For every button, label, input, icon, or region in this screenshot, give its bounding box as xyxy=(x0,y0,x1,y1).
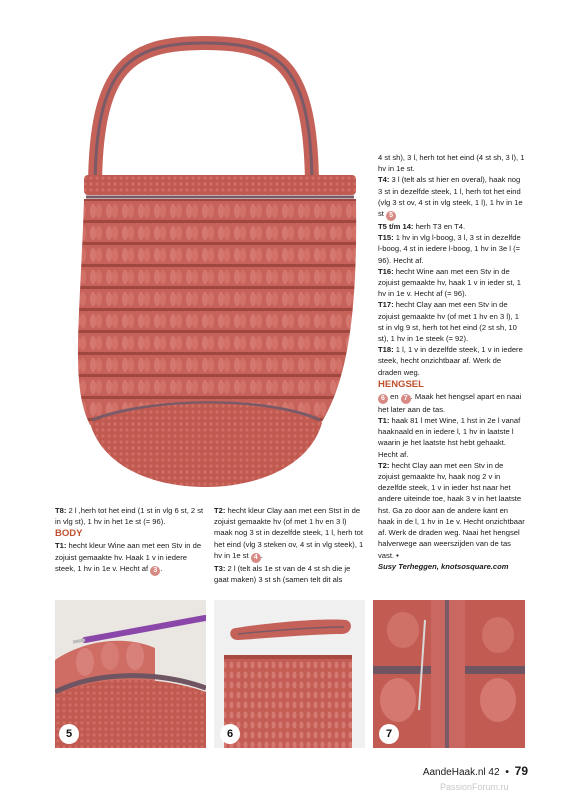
round-text: hecht kleur Clay aan met een Stst in de zojuist gemaakte hv (of met 1 hv en 3 l) maak nog 3 st in dezelfde steek, 1 l, herh tot het eind (vlg 3 steken ov, 4 st in vlg steek), 1 hv in 1e st xyxy=(214,506,364,560)
round-text: 1 hv in vlg l-boog, 3 l, 3 st in dezelfde l-boog, 4 st in iedere l-boog, 1 hv in 3e l (= 96). Hecht af. xyxy=(378,233,521,265)
round-label: T5 t/m 14: xyxy=(378,222,414,232)
section-heading-hengsel: HENGSEL xyxy=(378,378,424,390)
round-label: T4: xyxy=(378,175,390,185)
step-badge: 6 xyxy=(378,394,388,404)
round-text: herh T3 en T4. xyxy=(413,222,466,232)
site-name: AandeHaak.nl 42 xyxy=(422,767,500,778)
round-label: T1: xyxy=(55,541,67,551)
round-label: T3: xyxy=(214,563,226,573)
instructions-middle-column xyxy=(214,505,366,585)
watermark: PassionForum.ru xyxy=(440,782,509,792)
step-badge: 4 xyxy=(251,553,261,563)
paragraph xyxy=(214,563,366,585)
round-text: 3 l (telt als st hier en overal), haak nog 3 st in dezelfde steek, 1 l, herh tot het eind (vlg 3 st ov, 4 st in vlg steek, 1 l), 1 hv in 1e st xyxy=(378,175,523,219)
round-label: T17: xyxy=(378,300,394,310)
end-bullet: • xyxy=(394,550,399,560)
text: . xyxy=(160,563,163,573)
author-credit: Susy Terheggen, knotsosquare.com xyxy=(378,561,509,571)
round-label: T8: xyxy=(55,506,67,515)
step-photo-7 xyxy=(373,600,525,748)
step-badge: 5 xyxy=(386,211,396,221)
paragraph xyxy=(378,232,526,266)
text: en xyxy=(388,391,401,401)
round-text: haak 81 l met Wine, 1 hst in 2e l vanaf haaknaald en in iedere l, 1 hv in laatste l waarin je het laatste hst hebt gehaakt. Hecht af. xyxy=(378,416,521,459)
round-text: hecht Clay aan met een Stv in de zojuist gemaakte hv (of met 1 hv en 3 l), 1 st in vlg 9 st, herh tot het eind (2 st sh, 10 st), 1 hv in 1e steek (= 92). xyxy=(378,300,519,344)
text: . Maak het hengsel apart en naai het later aan de tas. xyxy=(378,391,522,414)
round-text: hecht Clay aan met een Stv in de zojuist gemaakte hv, haak nog 2 v in dezelfde steek, 1 v in ieder hst naar het andere uiteinde toe, haak 3 v in het laatste hst. Ga zo door aan de andere kant en haak in de l, 1 hv in 1e v. Hecht onzichtbaar af. Werk de draden weg. Naai het hengsel halverwege aan weerszijden van de tas vast. xyxy=(378,460,525,560)
paragraph xyxy=(378,391,526,415)
instructions-right-column xyxy=(378,152,526,572)
section-heading-body: BODY xyxy=(55,528,83,540)
footer-bullet: • xyxy=(505,767,509,778)
round-label: T2: xyxy=(214,506,226,515)
step-number: 7 xyxy=(379,724,399,744)
round-text: 1 l, 1 v in dezelfde steek, 1 v in iedere steek, hecht onzichtbaar af. Werk de draden weg. xyxy=(378,345,523,377)
paragraph xyxy=(55,505,207,527)
paragraph xyxy=(378,221,526,232)
step-number: 6 xyxy=(220,724,240,744)
round-text: 2 l (telt als 1e st van de 4 st sh die je gaat maken) 3 st sh (samen telt dit als xyxy=(214,563,351,585)
paragraph xyxy=(378,344,526,378)
round-label: T2: xyxy=(378,460,390,470)
round-text: 2 l ,herh tot het eind (1 st in vlg 6 st, 2 st in vlg st), 1 hv in het 1e st (= 96). xyxy=(55,506,204,527)
step-photo-6 xyxy=(214,600,365,748)
paragraph xyxy=(378,415,526,460)
step-number: 5 xyxy=(59,724,79,744)
instructions-left-column xyxy=(55,505,207,576)
bag-photo xyxy=(40,25,370,500)
round-text: hecht kleur Wine aan met een Stv in de zojuist gemaakte hv. Haak 1 v in iedere steek, 1 hv in 1e v. Hecht af xyxy=(55,541,202,573)
round-label: T18: xyxy=(378,345,394,355)
paragraph xyxy=(378,460,526,561)
step-badge: 3 xyxy=(150,566,160,576)
step-badge: 7 xyxy=(401,394,411,404)
paragraph xyxy=(378,299,526,344)
round-label: T15: xyxy=(378,233,394,243)
step-photo-5 xyxy=(55,600,206,748)
paragraph: 4 st sh), 3 l, herh tot het eind (4 st sh, 3 l), 1 hv in 1e st. xyxy=(378,153,525,174)
page-number: 79 xyxy=(514,764,528,778)
page-footer xyxy=(408,764,528,778)
round-label: T16: xyxy=(378,266,394,276)
round-text: hecht Wine aan met een Stv in de zojuist gemaakte hv, haak 1 v in ieder st, 1 hv in 1e v. Hecht af (= 96). xyxy=(378,266,521,299)
round-label: T1: xyxy=(378,416,390,426)
paragraph xyxy=(214,505,366,563)
paragraph xyxy=(55,540,207,575)
paragraph xyxy=(378,266,526,300)
paragraph xyxy=(378,174,526,221)
text: . xyxy=(260,550,263,560)
